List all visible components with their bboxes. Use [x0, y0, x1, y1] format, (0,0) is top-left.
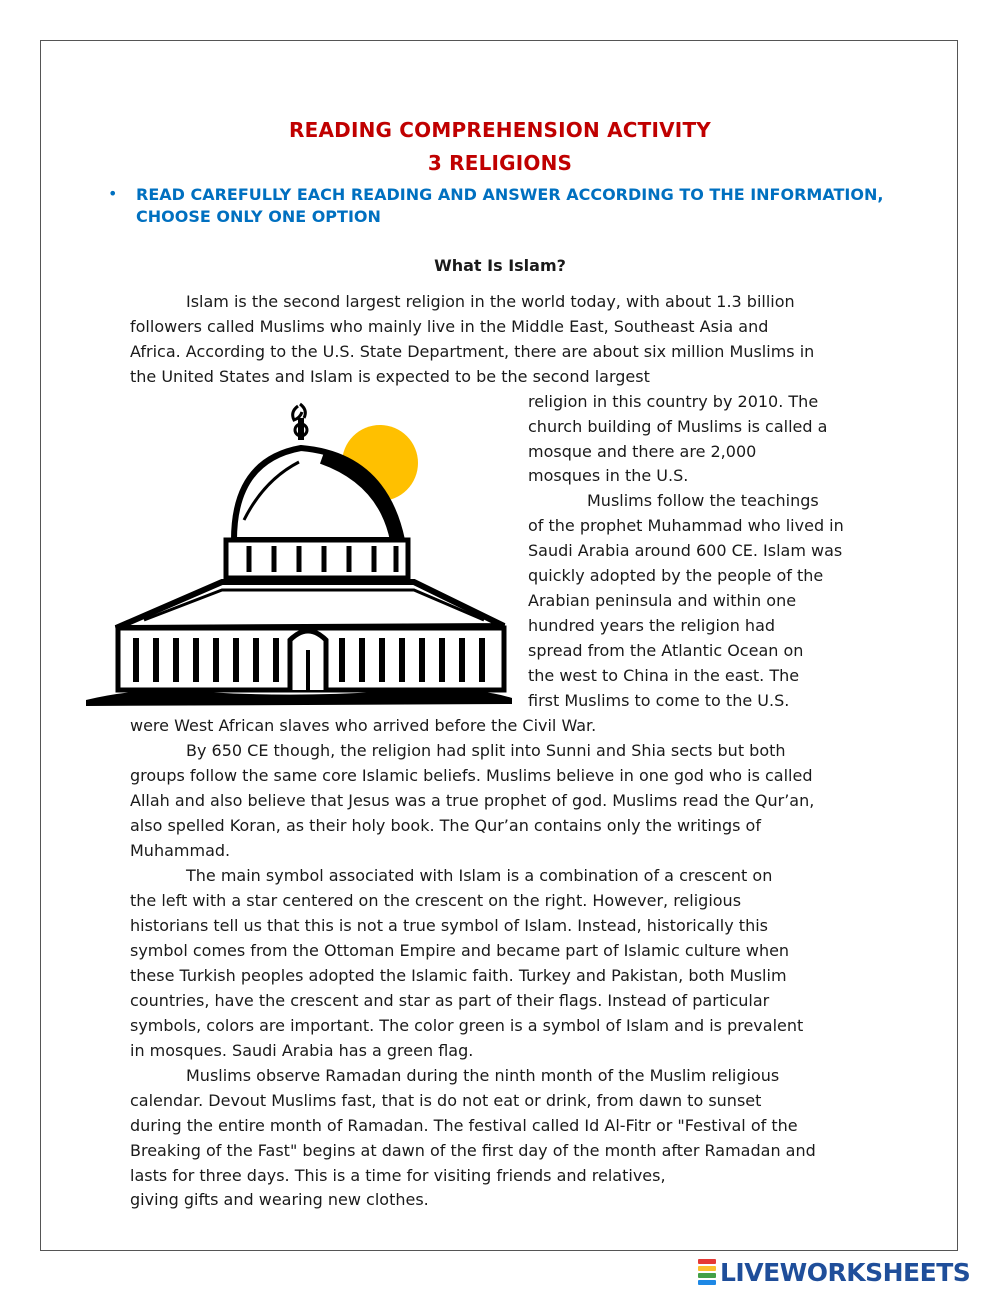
text-line: the United States and Islam is expected to be the second largest	[130, 367, 650, 386]
text-line: historians tell us that this is not a true symbol of Islam. Instead, historically this	[130, 916, 768, 935]
text-line: lasts for three days. This is a time for visiting friends and relatives,	[130, 1166, 666, 1185]
text-line: giving gifts and wearing new clothes.	[130, 1190, 429, 1209]
article-heading: What Is Islam?	[434, 256, 566, 275]
text-line: mosque and there are 2,000	[528, 442, 757, 461]
title-line-1: READING COMPREHENSION ACTIVITY	[289, 118, 711, 142]
text-line: spread from the Atlantic Ocean on	[528, 641, 804, 660]
text-line: Saudi Arabia around 600 CE. Islam was	[528, 541, 843, 560]
text-line: Muslims follow the teachings	[587, 491, 819, 510]
text-line: the west to China in the east. The	[528, 666, 800, 685]
text-line: also spelled Koran, as their holy book. The Qur’an contains only the writings of	[130, 816, 761, 835]
text-line: quickly adopted by the people of the	[528, 566, 824, 585]
logo-blocks-icon	[698, 1259, 716, 1285]
text-line: church building of Muslims is called a	[528, 417, 828, 436]
liveworksheets-logo[interactable]	[698, 1257, 970, 1287]
logo-text: LIVEWORKSHEETS	[720, 1257, 971, 1287]
text-line: Breaking of the Fast" begins at dawn of the first day of the month after Ramadan and	[130, 1141, 816, 1160]
text-line: symbols, colors are important. The color green is a symbol of Islam and is prevalent	[130, 1016, 804, 1035]
text-line: followers called Muslims who mainly live in the Middle East, Southeast Asia and	[130, 317, 769, 336]
text-line: The main symbol associated with Islam is a combination of a crescent on	[186, 866, 773, 885]
text-line: first Muslims to come to the U.S.	[528, 691, 790, 710]
text-line: Allah and also believe that Jesus was a true prophet of god. Muslims read the Qur’an,	[130, 791, 815, 810]
text-line: the left with a star centered on the crescent on the right. However, religious	[130, 891, 742, 910]
text-line: of the prophet Muhammad who lived in	[528, 516, 844, 535]
text-line: hundred years the religion had	[528, 616, 776, 635]
text-line: mosques in the U.S.	[528, 466, 689, 485]
text-line: countries, have the crescent and star as part of their flags. Instead of particular	[130, 991, 770, 1010]
text-line: Islam is the second largest religion in the world today, with about 1.3 billion	[186, 292, 795, 311]
text-line: groups follow the same core Islamic beliefs. Muslims believe in one god who is called	[130, 766, 813, 785]
text-line: Muslims observe Ramadan during the ninth month of the Muslim religious	[186, 1066, 780, 1085]
text-line: during the entire month of Ramadan. The festival called Id Al-Fitr or "Festival of the	[130, 1116, 798, 1135]
text-line: Muhammad.	[130, 841, 231, 860]
mosque-illustration	[84, 400, 516, 710]
instructions: READ CAREFULLY EACH READING AND ANSWER ACCORDING TO THE INFORMATION, CHOOSE ONLY ONE OPTION	[136, 185, 884, 226]
text-line: symbol comes from the Ottoman Empire and became part of Islamic culture when	[130, 941, 790, 960]
text-line: in mosques. Saudi Arabia has a green flag.	[130, 1041, 474, 1060]
text-line: By 650 CE though, the religion had split into Sunni and Shia sects but both	[186, 741, 786, 760]
text-line: these Turkish peoples adopted the Islamic faith. Turkey and Pakistan, both Muslim	[130, 966, 787, 985]
text-line: Africa. According to the U.S. State Department, there are about six million Muslims in	[130, 342, 815, 361]
text-line: Arabian peninsula and within one	[528, 591, 797, 610]
text-line: religion in this country by 2010. The	[528, 392, 819, 411]
text-line: calendar. Devout Muslims fast, that is do not eat or drink, from dawn to sunset	[130, 1091, 762, 1110]
text-line: were West African slaves who arrived before the Civil War.	[130, 716, 597, 735]
bullet-icon: •	[108, 184, 118, 203]
title-line-2: 3 RELIGIONS	[427, 151, 573, 175]
